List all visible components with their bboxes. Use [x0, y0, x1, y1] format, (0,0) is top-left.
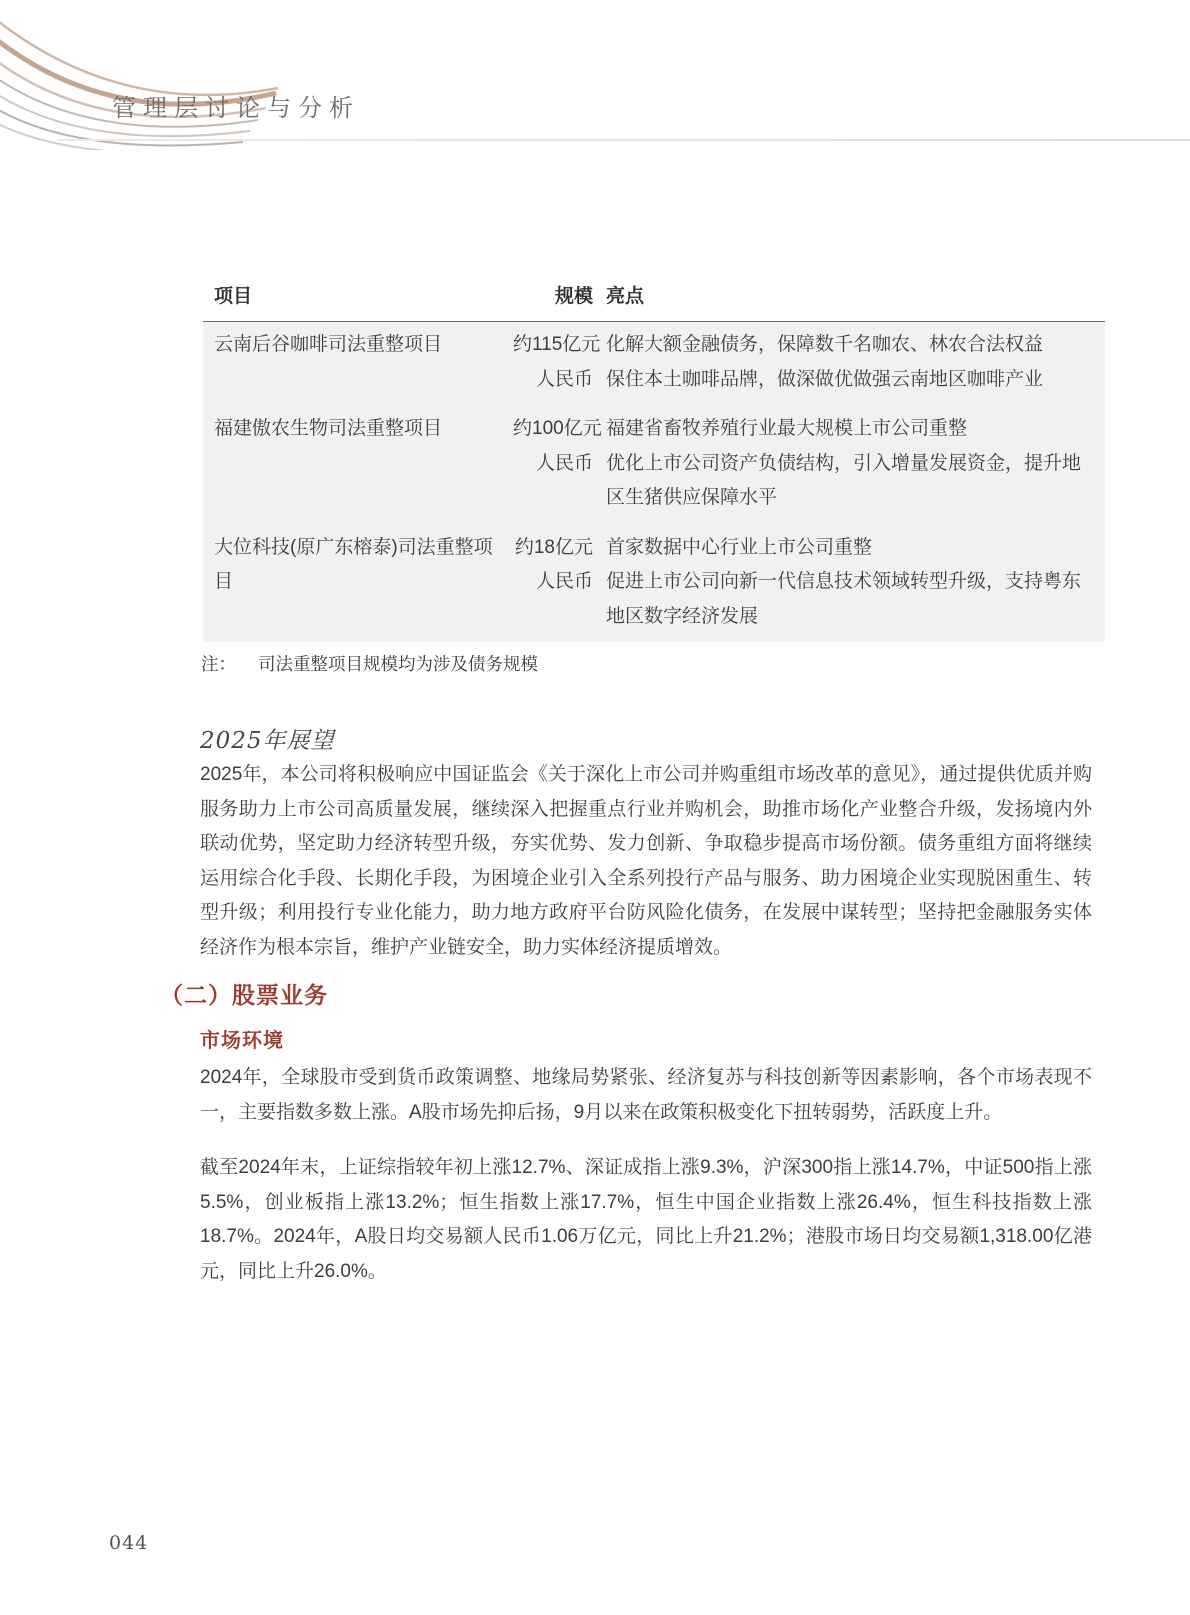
scale-currency: 人民币 [535, 452, 593, 474]
project-name: 大位科技(原广东榕泰)司法重整项目 [214, 536, 493, 592]
table-footnote [201, 651, 538, 676]
table-header-row [203, 268, 1105, 322]
highlight-item: 保住本土咖啡品牌，做深做优做强云南地区咖啡产业 [606, 368, 1044, 390]
scale-amount: 约100亿元 [513, 418, 602, 439]
highlight-item: 优化上市公司资产负债结构，引入增量发展资金，提升地区生猪供应保障水平 [606, 452, 1082, 508]
highlight-item: 福建省畜牧养殖行业最大规模上市公司重整 [606, 418, 968, 439]
market-paragraph-1: 2024年，全球股市受到货币政策调整、地缘局势紧张、经济复苏与科技创新等因素影响，各个市场表现不一，主要指数多数上涨。A股市场先抑后扬，9月以来在政策积极变化下扭转弱势，活跃度上升。 [200, 1067, 1092, 1123]
project-highlights [606, 412, 1105, 516]
scale-currency: 人民币 [535, 571, 593, 592]
scale-currency: 人民币 [535, 368, 593, 390]
scale-amount: 约18亿元 [514, 536, 593, 558]
page-title: 管理层讨论与分析 [112, 94, 360, 122]
outlook-heading: 2025年展望 [200, 728, 335, 754]
restructuring-projects-table [203, 268, 1105, 642]
market-paragraph-2: 截至2024年末，上证综指较年初上涨12.7%、深证成指上涨9.3%，沪深300指上涨14.7%，中证500指上涨5.5%，创业板指上涨13.2%；恒生指数上涨17.7%，恒生中国企业指数上涨26.4%，恒生科技指数上涨18.7%。2024年，A股日均交易额人民币1.06万亿元，同比上升21.2%；港股市场日均交易额1,318.00亿港元，同比上升26.0%。 [200, 1157, 1092, 1282]
footnote-label: 注： [201, 654, 236, 674]
outlook-paragraph: 2025年，本公司将积极响应中国证监会《关于深化上市公司并购重组市场改革的意见》，通过提供优质并购服务助力上市公司高质量发展，继续深入把握重点行业并购机会，助推市场化产业整合升级，发扬境内外联动优势，坚定助力经济转型升级，夯实优势、发力创新、争取稳步提高市场份额。债务重组方面将继续运用综合化手段、长期化手段，为困境企业引入全系列投行产品与服务、助力困境企业实现脱困重生、转型升级；利用投行专业化能力，助力地方政府平台防风险化债务，在发展中谋转型；坚持把金融服务实体经济作为根本宗旨，维护产业链安全，助力实体经济提质增效。 [200, 764, 1092, 958]
project-highlights [606, 531, 1105, 635]
header-divider [58, 139, 1190, 141]
highlight-item: 促进上市公司向新一代信息技术领域转型升级，支持粤东地区数字经济发展 [606, 571, 1082, 627]
project-scale [513, 412, 602, 516]
project-highlights [606, 328, 1105, 397]
highlight-item: 首家数据中心行业上市公司重整 [606, 536, 873, 558]
page-number: 044 [109, 1532, 149, 1554]
project-name: 福建傲农生物司法重整项目 [214, 418, 443, 439]
column-header-highlights: 亮点 [606, 286, 645, 307]
column-header-project: 项目 [214, 286, 253, 307]
table-row [203, 412, 1105, 516]
table-row [203, 531, 1105, 635]
subsection-heading-market-environment: 市场环境 [200, 1030, 284, 1052]
scale-amount: 约115亿元 [513, 334, 601, 355]
highlight-item: 化解大额金融债务，保障数千名咖农、林农合法权益 [606, 334, 1044, 355]
section-heading-stock-business: （二）股票业务 [160, 982, 328, 1008]
project-scale [513, 328, 601, 397]
column-header-scale: 规模 [554, 286, 593, 307]
footnote-text: 司法重整项目规模均为涉及债务规模 [258, 654, 538, 674]
table-row [203, 328, 1105, 397]
project-scale [513, 531, 593, 635]
project-name: 云南后谷咖啡司法重整项目 [214, 334, 443, 355]
header-swoosh-decoration [0, 0, 300, 150]
table-body [203, 322, 1105, 642]
